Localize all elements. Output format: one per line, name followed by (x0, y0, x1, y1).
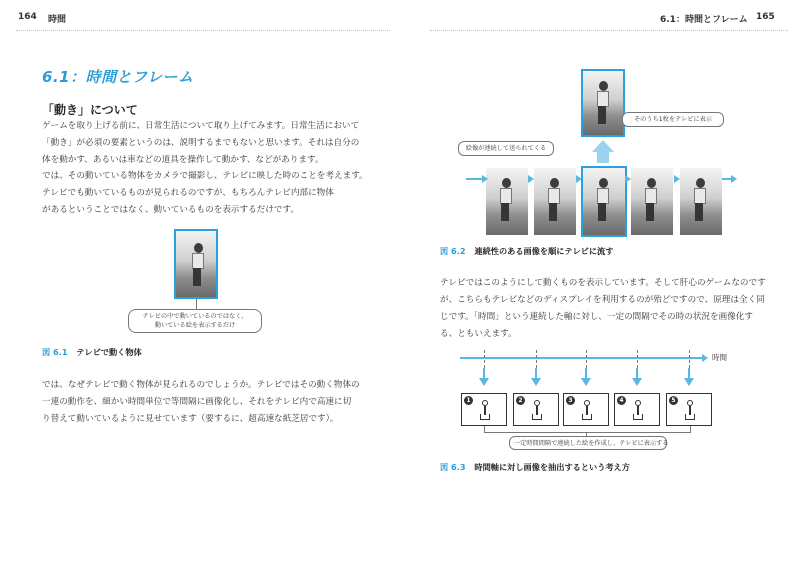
frame-number: 1 (464, 396, 473, 405)
down-arrow-icon (581, 378, 591, 386)
strip-photo-5 (680, 168, 722, 235)
golfer-figure-icon (530, 400, 544, 420)
figure2-number: 図 6.2 (440, 246, 466, 256)
right-running-head: 6.1：時間とフレーム (660, 15, 748, 25)
person-legs (501, 203, 509, 221)
figure1-number: 図 6.1 (42, 347, 68, 357)
strip-photo-4 (631, 168, 673, 235)
timeline-tick (637, 350, 638, 368)
left-page-number: 164 (18, 12, 37, 22)
left-paragraph-1: ゲームを取り上げる前に、日常生活について取り上げてみます。日常生活において 「動き」が必須の要素というのは、説明するまでもないと思います。それは自分の 体を動かす、あるいは車などの道具を操作して動かす、などがあります。 (42, 121, 360, 165)
golfer-figure-icon (631, 400, 645, 420)
subheading: 「動き」について (42, 103, 138, 117)
frame-number: 4 (617, 396, 626, 405)
figure3-number: 図 6.3 (440, 462, 466, 472)
flow-arrow-icon (576, 175, 582, 183)
figure2-callout-left: 絵像が連続して送られてくる (458, 141, 554, 156)
strip-photo-1 (486, 168, 528, 235)
timeline-tick (536, 350, 537, 368)
strip-selected-frame (581, 166, 627, 237)
left-header-rule (16, 30, 390, 31)
frame-number: 3 (566, 396, 575, 405)
frames-bracket (484, 426, 691, 433)
timeline-tick (484, 350, 485, 368)
figure3-caption (440, 462, 630, 473)
flow-arrow-icon (482, 175, 488, 183)
down-arrow-icon (479, 378, 489, 386)
figure3-title: 時間軸に対し画像を抽出するという考え方 (474, 462, 630, 472)
figure1-frame (174, 229, 218, 299)
right-header-rule (430, 30, 788, 31)
down-arrow-icon (684, 378, 694, 386)
timeline-label: 時間 (712, 353, 727, 362)
right-page-number: 165 (756, 12, 775, 22)
frame-card-1 (461, 393, 507, 426)
figure1-caption (42, 347, 142, 358)
up-arrow-shaft (597, 152, 609, 163)
flow-arrow-icon (674, 175, 680, 183)
down-arrow-icon (531, 378, 541, 386)
figure3-callout: 一定時間間隔で連続した絵を作成し、テレビに表示する (509, 436, 667, 450)
frame-card-4 (614, 393, 660, 426)
flow-arrow-icon (528, 175, 534, 183)
left-paragraph-2: では、その動いている物体をカメラで撮影し、テレビに映した時のことを考えます。 テレビでも動いているものが見られるのですが、もちろんテレビ内部に物体 があるということではなく、動いているものを表示するだけです。 (42, 171, 368, 215)
down-arrow-icon (632, 378, 642, 386)
frame-number: 2 (516, 396, 525, 405)
figure2-caption (440, 246, 613, 257)
strip-photo-2 (534, 168, 576, 235)
person-head (696, 178, 705, 188)
right-paragraph-1: テレビではこのようにして動くものを表示しています。そして肝心のゲームなのです が、こちらもテレビなどのディスプレイを利用するのが殆どですので、原理は全く同 じです。「時間」という連続した軸に対し、一定の間隔でその時の状況を画像化す る、ともいえます。 (440, 278, 766, 339)
figure2-callout-top: そのうち1枚をテレビに表示 (622, 112, 724, 127)
figure1-callout-pointer (196, 299, 197, 309)
person-legs (695, 203, 703, 221)
figure1-title: テレビで動く物体 (76, 347, 142, 357)
person-legs (549, 203, 557, 221)
figure2-top-frame (581, 69, 625, 137)
person-body (500, 188, 512, 204)
person-body (694, 188, 706, 204)
person-head (647, 178, 656, 188)
person-body (548, 188, 560, 204)
figure2-title: 連続性のある画像を順にテレビに流す (474, 246, 614, 256)
frame-number: 5 (669, 396, 678, 405)
frame-card-5 (666, 393, 712, 426)
timeline-axis (460, 357, 704, 359)
section-title: 6.1：時間とフレーム (42, 68, 194, 86)
timeline-arrow-icon (702, 354, 708, 362)
golfer-figure-icon (580, 400, 594, 420)
flow-arrow-icon (625, 175, 631, 183)
figure1-callout: テレビの中で動いているのではなく、 動いている絵を表示するだけ (128, 309, 262, 333)
golfer-figure-icon (683, 400, 697, 420)
up-arrow-icon (592, 140, 614, 152)
person-head (550, 178, 559, 188)
golfer-figure-icon (478, 400, 492, 420)
frame-card-2 (513, 393, 559, 426)
left-running-head: 時間 (48, 15, 67, 25)
person-head (502, 178, 511, 188)
left-paragraph-3: では、なぜテレビで動く物体が見られるのでしょうか。テレビではその動く物体の 一連の動作を、細かい時間単位で等間隔に画像化し、それをテレビ内で高速に切 り替えて動いているように見せています（要するに、超高速な紙芝居です）。 (42, 380, 360, 424)
person-body (645, 188, 657, 204)
timeline-tick (689, 350, 690, 368)
timeline-tick (586, 350, 587, 368)
flow-arrow-icon (731, 175, 737, 183)
person-legs (646, 203, 654, 221)
frame-card-3 (563, 393, 609, 426)
